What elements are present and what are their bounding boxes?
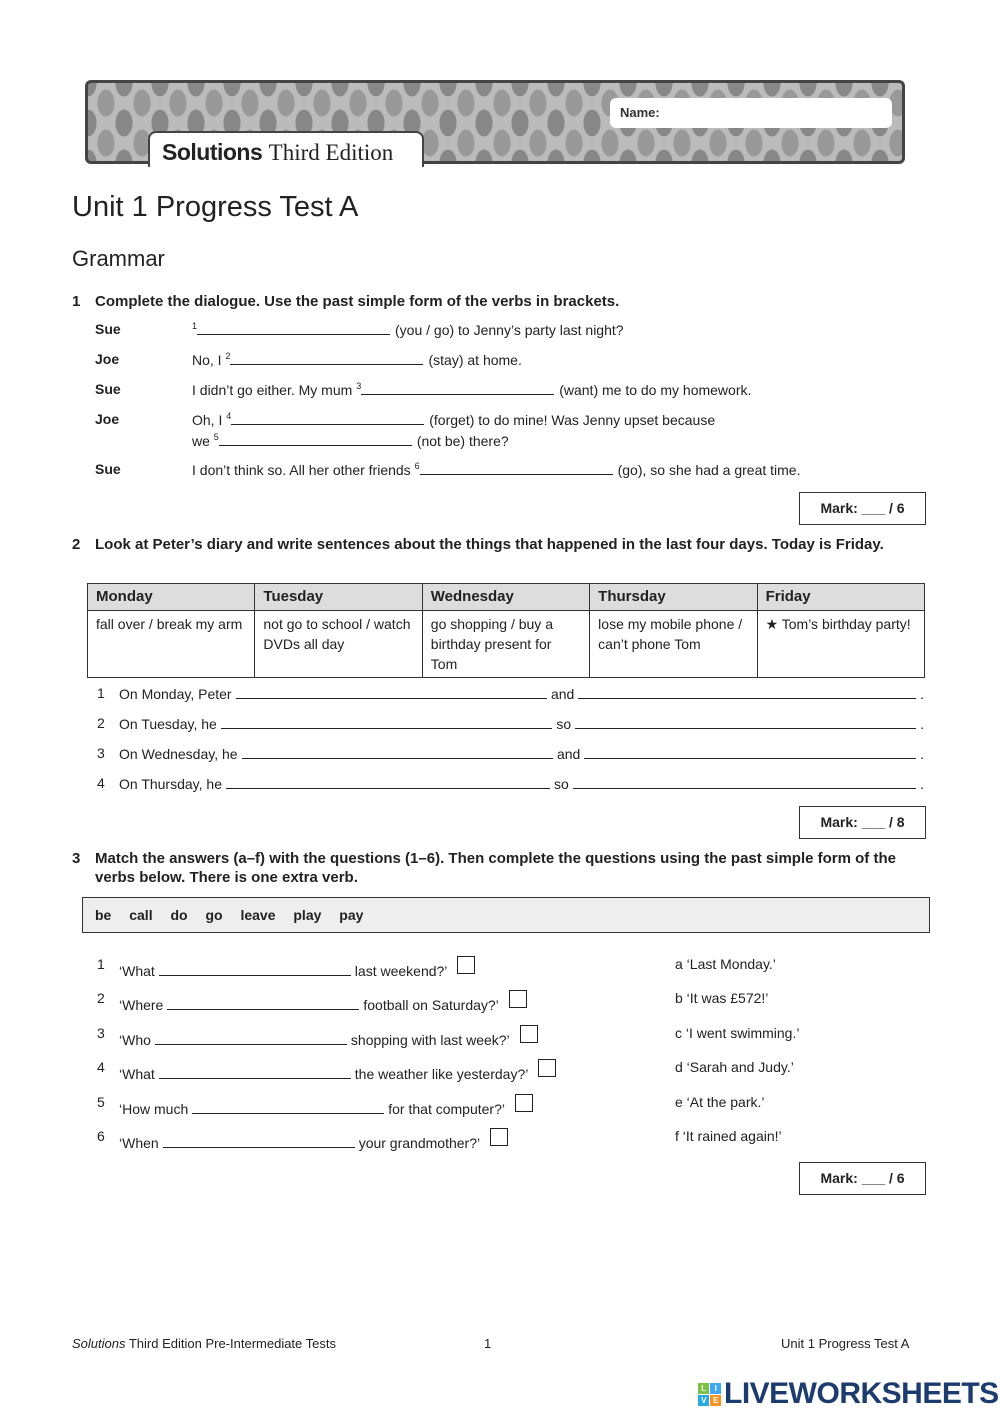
sentence-line <box>119 715 924 733</box>
answer-option: c ‘I went swimming.’ <box>675 1024 800 1041</box>
section-heading: Grammar <box>72 246 165 271</box>
full-stop: . <box>920 716 924 732</box>
answer-blank[interactable] <box>159 962 351 976</box>
line-text: (want) me to do my homework. <box>559 382 752 398</box>
answer-blank[interactable] <box>573 775 916 789</box>
line-text: I don’t think so. All her other friends <box>192 462 415 478</box>
footer-book-italic: Solutions <box>72 1336 126 1351</box>
ex2-instruction <box>72 535 935 554</box>
sentence-line <box>119 745 924 763</box>
gap-number: 2 <box>225 351 231 361</box>
page-number: 1 <box>484 1336 492 1351</box>
sentence-start: On Thursday, he <box>119 776 222 792</box>
dialogue-line <box>192 351 522 369</box>
answer-blank[interactable] <box>221 715 553 729</box>
answer-blank[interactable] <box>219 432 412 446</box>
speaker-name: Joe <box>95 411 120 427</box>
watermark-text: LIVEWORKSHEETS <box>724 1377 999 1410</box>
conjunction: and <box>556 746 581 762</box>
answer-option: a ‘Last Monday.’ <box>675 956 776 972</box>
speaker-name: Sue <box>95 461 121 477</box>
answer-option: f ‘It rained again!’ <box>675 1128 782 1144</box>
brand-rest: Third Edition <box>268 140 394 165</box>
answer-blank[interactable] <box>197 321 390 335</box>
answer-blank[interactable] <box>226 775 550 789</box>
ex-number: 3 <box>72 850 81 867</box>
conjunction: and <box>550 686 575 702</box>
question-line <box>119 1094 533 1118</box>
gap-number: 6 <box>414 461 420 471</box>
conjunction: so <box>553 776 569 792</box>
brand-bold: Solutions <box>162 139 263 165</box>
answer-blank[interactable] <box>167 996 359 1010</box>
diary-header: Wednesday <box>422 584 589 611</box>
answer-blank[interactable] <box>155 1031 347 1045</box>
question-start: ‘What <box>119 1066 155 1083</box>
line-text: I didn’t go either. My mum <box>192 382 357 398</box>
answer-blank[interactable] <box>230 351 423 365</box>
live-logo-icon: L I V E <box>698 1383 721 1406</box>
sentence-number: 4 <box>97 775 105 791</box>
sentence-number: 3 <box>97 745 105 761</box>
full-stop: . <box>920 746 924 762</box>
liveworksheets-logo[interactable] <box>698 1377 999 1411</box>
footer-right: Unit 1 Progress Test A <box>781 1336 910 1351</box>
name-label: Name: <box>620 105 660 120</box>
speaker-name: Sue <box>95 321 121 337</box>
answer-blank[interactable] <box>159 1065 351 1079</box>
answer-blank[interactable] <box>578 685 916 699</box>
answer-blank[interactable] <box>420 461 613 475</box>
diary-cell: ★ Tom’s birthday party! <box>757 611 924 678</box>
sentence-start: On Wednesday, he <box>119 746 238 762</box>
line-text: (go), so she had a great time. <box>617 462 801 478</box>
question-line <box>119 990 527 1014</box>
question-number: 6 <box>97 1128 105 1144</box>
line-text: Oh, I <box>192 412 227 428</box>
line-text: (not be) there? <box>416 433 509 449</box>
dialogue-line <box>192 411 715 429</box>
answer-blank[interactable] <box>192 1100 384 1114</box>
question-end: football on Saturday?’ <box>363 997 499 1014</box>
answer-blank[interactable] <box>236 685 547 699</box>
gap-number: 1 <box>192 321 198 331</box>
ex1-mark: Mark: ___ / 6 <box>799 492 926 525</box>
instruction-text: Look at Peter’s diary and write sentences about the things that happened in the last four days. Today is Friday. <box>95 536 884 553</box>
line-text: No, I <box>192 352 226 368</box>
instruction-text: Match the answers (a–f) with the questions (1–6). Then complete the questions using the past simple form of the verbs below. There is one extra verb. <box>95 850 896 886</box>
question-start: ‘When <box>119 1135 159 1151</box>
ex1-instruction <box>72 292 935 311</box>
question-line <box>119 1128 508 1152</box>
match-checkbox[interactable] <box>457 956 475 974</box>
match-checkbox[interactable] <box>490 1128 508 1146</box>
footer-book-rest: Third Edition Pre-Intermediate Tests <box>125 1336 336 1351</box>
question-number: 1 <box>97 956 105 972</box>
instruction-text: Complete the dialogue. Use the past simple form of the verbs in brackets. <box>95 293 620 310</box>
line-text: (you / go) to Jenny’s party last night? <box>395 322 624 338</box>
diary-cell: fall over / break my arm <box>88 611 255 678</box>
question-line <box>119 1059 556 1083</box>
match-checkbox[interactable] <box>515 1094 533 1112</box>
answer-blank[interactable] <box>575 715 916 729</box>
speaker-name: Sue <box>95 381 121 397</box>
diary-header: Tuesday <box>255 584 422 611</box>
question-end: last weekend?’ <box>354 963 448 979</box>
conjunction: so <box>556 716 572 732</box>
question-start: ‘What <box>119 963 155 979</box>
full-stop: . <box>920 686 924 702</box>
full-stop: . <box>920 776 924 792</box>
question-line <box>119 956 475 980</box>
answer-option: e ‘At the park.’ <box>675 1093 765 1110</box>
question-end: shopping with last week?’ <box>350 1031 510 1048</box>
question-end: for that computer?’ <box>388 1100 505 1117</box>
footer-book <box>72 1336 336 1351</box>
dialogue-line <box>192 321 624 339</box>
speaker-name: Joe <box>95 351 120 367</box>
name-field[interactable] <box>610 98 892 128</box>
ex-number: 1 <box>72 293 81 310</box>
question-number: 3 <box>97 1024 105 1041</box>
question-number: 4 <box>97 1059 105 1076</box>
match-checkbox[interactable] <box>520 1025 538 1043</box>
question-end: the weather like yesterday?’ <box>354 1066 529 1083</box>
match-checkbox[interactable] <box>509 990 527 1008</box>
question-start: ‘Who <box>119 1031 151 1048</box>
answer-blank[interactable] <box>231 411 424 425</box>
sentence-line <box>119 685 924 703</box>
ex2-mark: Mark: ___ / 8 <box>799 806 926 839</box>
diary-header: Monday <box>88 584 255 611</box>
sentence-start: On Monday, Peter <box>119 686 232 702</box>
question-start: ‘How much <box>119 1100 189 1117</box>
sentence-number: 2 <box>97 715 105 731</box>
dialogue-line <box>192 381 751 399</box>
word-box: be call do go leave play pay <box>82 897 930 933</box>
page-title: Unit 1 Progress Test A <box>72 191 359 223</box>
answer-option: d ‘Sarah and Judy.’ <box>675 1059 794 1076</box>
gap-number: 4 <box>226 411 232 421</box>
question-start: ‘Where <box>119 997 164 1014</box>
match-checkbox[interactable] <box>538 1059 556 1077</box>
question-number: 2 <box>97 990 105 1007</box>
question-number: 5 <box>97 1093 105 1110</box>
line-text: (forget) to do mine! Was Jenny upset because <box>429 412 716 428</box>
brand-logo <box>148 131 424 167</box>
question-end: your grandmother?’ <box>358 1135 481 1151</box>
answer-blank[interactable] <box>584 745 916 759</box>
line-text: (stay) at home. <box>428 352 522 368</box>
diary-cell: go shopping / buy a birthday present for Tom <box>422 611 589 678</box>
ex-number: 2 <box>72 536 81 553</box>
diary-header: Friday <box>757 584 924 611</box>
gap-number: 5 <box>213 432 219 442</box>
diary-cell: lose my mobile phone / can’t phone Tom <box>590 611 757 678</box>
line-text: we <box>192 433 214 449</box>
question-line <box>119 1025 538 1049</box>
sentence-number: 1 <box>97 685 105 701</box>
dialogue-line <box>192 461 800 479</box>
diary-table <box>87 583 925 678</box>
diary-cell: not go to school / watch DVDs all day <box>255 611 422 678</box>
ex3-instruction <box>72 849 935 887</box>
diary-header: Thursday <box>590 584 757 611</box>
dialogue-line <box>192 432 509 450</box>
answer-blank[interactable] <box>242 745 553 759</box>
gap-number: 3 <box>356 381 362 391</box>
sentence-line <box>119 775 924 793</box>
ex3-mark: Mark: ___ / 6 <box>799 1162 926 1195</box>
answer-blank[interactable] <box>163 1134 355 1148</box>
answer-option: b ‘It was £572!’ <box>675 990 769 1007</box>
answer-blank[interactable] <box>361 381 554 395</box>
sentence-start: On Tuesday, he <box>119 716 217 732</box>
